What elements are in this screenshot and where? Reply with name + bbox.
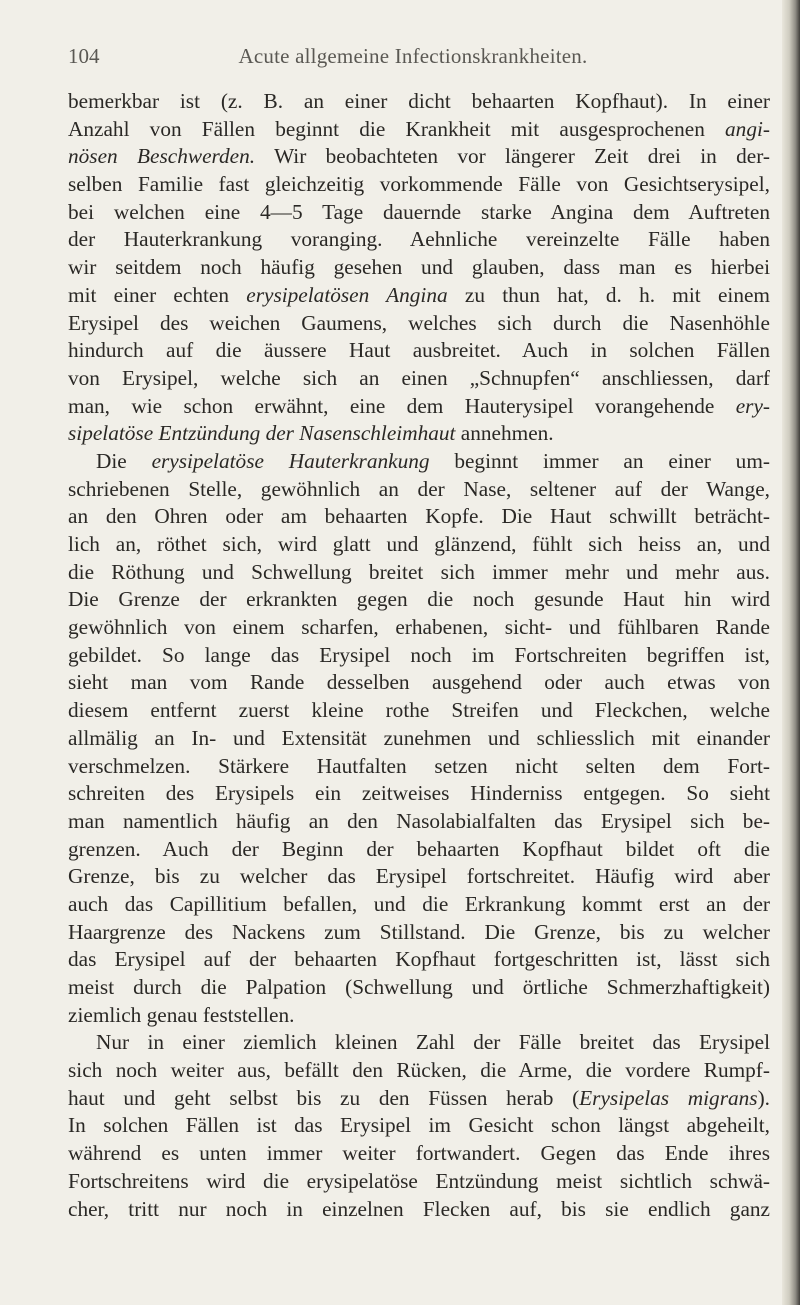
text-span: der Hauterkrankung voranging. Aehnliche vereinzelte Fälle haben <box>68 227 770 252</box>
text-span: zu thun hat, d. h. mit einem <box>447 282 770 307</box>
text-span: cher, tritt nur noch in einzelnen Flecken auf, bis sie endlich ganz <box>68 1196 770 1221</box>
text-span: Fortschreitens wird die erysipelatöse Entzündung meist sichtlich schwä- <box>68 1168 770 1193</box>
text-span: von Erysipel, welche sich an einen „Schnupfen“ anschliessen, darf <box>68 365 770 390</box>
text-span: Die Grenze der erkrankten gegen die noch gesunde Haut hin wird <box>68 587 770 612</box>
text-span: Grenze, bis zu welcher das Erysipel fortschreitet. Häufig wird aber <box>68 864 770 889</box>
text-span: die Röthung und Schwellung breitet sich immer mehr und mehr aus. <box>68 559 770 584</box>
text-line <box>68 116 770 144</box>
text-line <box>68 974 770 1002</box>
text-span: gebildet. So lange das Erysipel noch im Fortschreiten begriffen ist, <box>68 642 770 667</box>
text-line <box>68 1140 770 1168</box>
text-line <box>68 1085 770 1113</box>
text-span: sich noch weiter aus, befällt den Rücken, die Arme, die vordere Rumpf- <box>68 1058 770 1083</box>
text-span: bei welchen eine 4—5 Tage dauernde starke Angina dem Auftreten <box>68 199 770 224</box>
text-span: annehmen. <box>455 421 554 446</box>
italic-text: Erysipelas migrans <box>579 1085 758 1110</box>
text-line <box>68 226 770 254</box>
text-line <box>68 88 770 116</box>
text-line <box>68 1112 770 1140</box>
text-line <box>68 642 770 670</box>
text-span: grenzen. Auch der Beginn der behaarten Kopfhaut bildet oft die <box>68 836 770 861</box>
text-line <box>68 946 770 974</box>
text-span: verschmelzen. Stärkere Hautfalten setzen nicht selten dem Fort- <box>68 753 770 778</box>
text-line <box>68 310 770 338</box>
text-line <box>68 420 770 448</box>
text-line <box>68 1168 770 1196</box>
text-line <box>68 1029 770 1057</box>
text-span: Erysipel des weichen Gaumens, welches sich durch die Nasenhöhle <box>68 310 770 335</box>
text-span: gewöhnlich von einem scharfen, erhabenen, sicht- und fühlbaren Rande <box>68 615 770 640</box>
text-line <box>68 863 770 891</box>
text-line <box>68 559 770 587</box>
italic-text: angi- <box>725 116 770 141</box>
text-line <box>68 697 770 725</box>
text-span: wir seitdem noch häufig gesehen und glauben, dass man es hierbei <box>68 255 770 280</box>
text-span: mit einer echten <box>68 282 247 307</box>
text-line <box>68 337 770 365</box>
text-line <box>68 503 770 531</box>
italic-text: nösen Beschwerden. <box>68 144 256 169</box>
text-span: Nur in einer ziemlich kleinen Zahl der Fälle breitet das Erysipel <box>96 1030 770 1055</box>
text-span: allmälig an In- und Extensität zunehmen und schliesslich mit einander <box>68 725 770 750</box>
text-span: hindurch auf die äussere Haut ausbreitet. Auch in solchen Fällen <box>68 338 770 363</box>
text-span: Wir beobachteten vor längerer Zeit drei in der- <box>255 144 770 169</box>
text-span: In solchen Fällen ist das Erysipel im Gesicht schon längst abgeheilt, <box>68 1113 770 1138</box>
text-line <box>68 919 770 947</box>
text-span: sieht man vom Rande desselben ausgehend oder auch etwas von <box>68 670 770 695</box>
text-line <box>68 448 770 476</box>
text-line <box>68 143 770 171</box>
text-line <box>68 669 770 697</box>
text-span: schreiten des Erysipels ein zeitweises Hinderniss entgegen. So sieht <box>68 781 770 806</box>
italic-text: ery- <box>735 393 770 418</box>
text-line <box>68 282 770 310</box>
page-edge-shadow <box>782 0 800 1305</box>
text-span: selben Familie fast gleichzeitig vorkommende Fälle von Gesichtserysipel, <box>68 172 770 197</box>
text-span: Haargrenze des Nackens zum Stillstand. Die Grenze, bis zu welcher <box>68 919 770 944</box>
text-line <box>68 808 770 836</box>
text-span: während es unten immer weiter fortwandert. Gegen das Ende ihres <box>68 1141 770 1166</box>
text-span: man, wie schon erwähnt, eine dem Hauterysipel vorangehende <box>68 393 736 418</box>
text-span: man namentlich häufig an den Nasolabialfalten das Erysipel sich be- <box>68 808 770 833</box>
text-line <box>68 891 770 919</box>
text-line <box>68 725 770 753</box>
text-line <box>68 199 770 227</box>
italic-text: erysipelatöse Hauterkrankung <box>151 448 430 473</box>
text-span: auch das Capillitium befallen, und die Erkrankung kommt erst an der <box>68 891 770 916</box>
body-text <box>68 88 770 1223</box>
text-span: lich an, röthet sich, wird glatt und glänzend, fühlt sich heiss an, und <box>68 532 770 556</box>
text-line <box>68 1196 770 1224</box>
text-span: Anzahl von Fällen beginnt die Krankheit mit ausgesprochenen <box>68 116 726 141</box>
text-line <box>68 780 770 808</box>
page-number: 104 <box>68 44 100 68</box>
text-line <box>68 614 770 642</box>
text-line <box>68 476 770 504</box>
text-line <box>68 1002 770 1030</box>
italic-text: sipelatöse Entzündung der Nasenschleimhaut <box>68 421 456 446</box>
text-span: das Erysipel auf der behaarten Kopfhaut fortgeschritten ist, lässt sich <box>68 947 770 972</box>
text-line <box>68 1057 770 1085</box>
text-span: diesem entfernt zuerst kleine rothe Streifen und Fleckchen, welche <box>68 698 770 723</box>
text-line <box>68 586 770 614</box>
text-line <box>68 171 770 199</box>
text-span: ziemlich genau feststellen. <box>68 1002 295 1027</box>
text-line <box>68 365 770 393</box>
text-line <box>68 531 770 559</box>
text-span: haut und geht selbst bis zu den Füssen herab ( <box>68 1085 580 1110</box>
text-span: Die <box>96 448 152 473</box>
running-title: Acute allgemeine Infectionskrankheiten. <box>238 44 588 68</box>
text-span: beginnt immer an einer um- <box>429 448 770 473</box>
text-span: ). <box>757 1085 770 1110</box>
text-span: schriebenen Stelle, gewöhnlich an der Nase, seltener auf der Wange, <box>68 476 770 501</box>
text-line <box>68 393 770 421</box>
text-line <box>68 836 770 864</box>
page-header <box>68 44 758 74</box>
italic-text: erysipelatösen Angina <box>246 282 448 307</box>
text-line <box>68 254 770 282</box>
text-span: bemerkbar ist (z. B. an einer dicht behaarten Kopfhaut). In einer <box>68 89 770 113</box>
text-line <box>68 753 770 781</box>
text-span: an den Ohren oder am behaarten Kopfe. Die Haut schwillt beträcht- <box>68 504 770 529</box>
text-span: meist durch die Palpation (Schwellung und örtliche Schmerzhaftigkeit) <box>68 975 770 999</box>
